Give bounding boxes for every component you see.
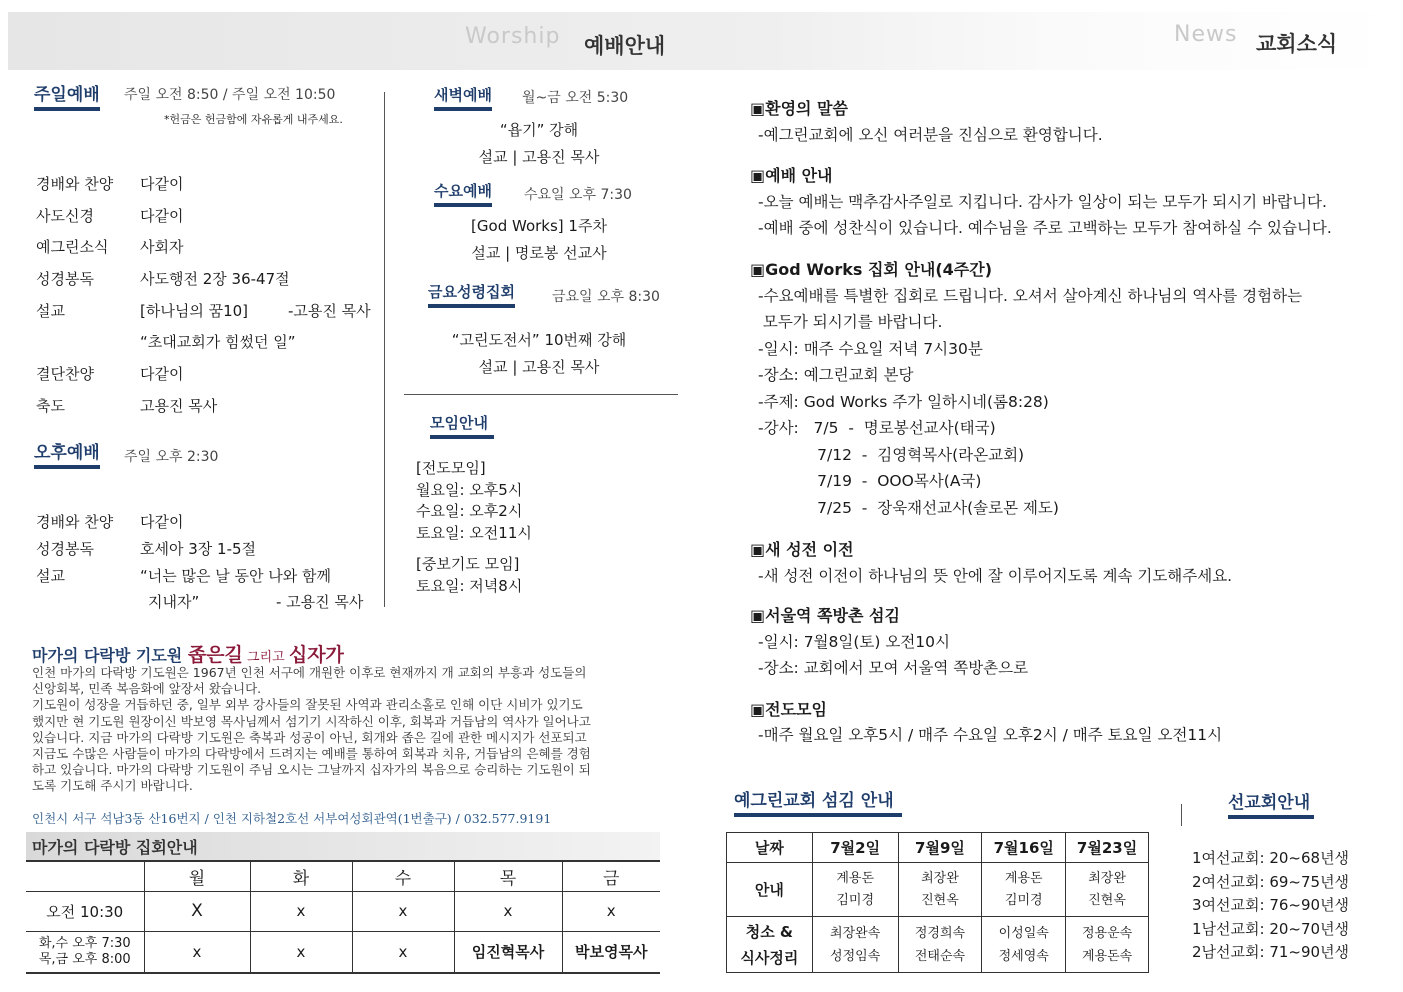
table-cell: x xyxy=(352,891,454,931)
afternoon-time: 주일 오후 2:30 xyxy=(124,449,219,465)
column-divider xyxy=(384,92,385,607)
order-label: 설교 xyxy=(36,567,65,585)
order-label: 결단찬양 xyxy=(36,365,94,383)
order-value: 사도행전 2장 36-47절 xyxy=(140,270,290,288)
news-line: -장소: 예그린교회 본당 xyxy=(758,366,914,384)
table-cell xyxy=(1066,863,1149,917)
body-line: 신앙회복, 민족 복음화에 앞장서 왔습니다. xyxy=(32,681,262,697)
order-label: 예그린소식 xyxy=(36,238,109,256)
day-header: 월 xyxy=(144,861,250,891)
table-cell xyxy=(812,917,898,973)
person: 진현옥 xyxy=(921,892,959,908)
news-heading: ▣새 성전 이전 xyxy=(750,540,854,559)
missions-title: 선교회안내 xyxy=(1228,788,1314,819)
body-line: 있습니다. 지금 마가의 다락방 기도원은 축복과 성공이 아닌, 회개와 좁은 길에 관한 메시지가 선포되고 xyxy=(32,729,587,745)
dawn-title: 새벽예배 xyxy=(434,84,492,111)
person: 최장완 xyxy=(921,870,959,886)
time-cell xyxy=(26,931,144,973)
table-header-row xyxy=(727,833,1149,863)
friday-title: 금요성령집회 xyxy=(428,281,515,308)
day-header: 금 xyxy=(562,861,660,891)
label-line: 식사정리 xyxy=(740,948,799,967)
dawn-series: “욥기” 강해 xyxy=(499,121,579,139)
header-cell: 날짜 xyxy=(727,833,813,863)
news-line: 모두가 되시기를 바랍니다. xyxy=(758,313,943,331)
friday-preacher: 설교 | 고용진 목사 xyxy=(478,358,600,376)
table-cell xyxy=(1066,917,1149,973)
person: 정경희속 xyxy=(914,925,966,941)
news-line: -매주 월요일 오후5시 / 매주 수요일 오후2시 / 매주 토요일 오전11시 xyxy=(758,726,1223,744)
body-line: 하고 있습니다. 마가의 다락방 기도원이 주님 오시는 그날까지 십자가의 복음으로 승리하는 기도원이 되 xyxy=(32,762,591,778)
order-value: 다같이 xyxy=(140,207,184,225)
news-line: -예그린교회에 오신 여러분을 진심으로 환영합니다. xyxy=(758,126,1103,144)
body-line: 기도원이 성장을 거듭하던 중, 일부 외부 강사들의 잘못된 사역과 관리소홀로 인해 이단 시비가 있기도 xyxy=(32,697,583,713)
meeting-line: 월요일: 오후5시 xyxy=(416,481,523,499)
day-header: 수 xyxy=(352,861,454,891)
table-cell: 박보영목사 xyxy=(562,931,660,973)
person: 이성일속 xyxy=(998,925,1049,941)
order-value: 다같이 xyxy=(140,365,184,383)
order-label: 경배와 찬양 xyxy=(36,175,114,193)
worship-en-title: Worship xyxy=(465,24,561,49)
mission-line: 2남선교회: 71~90년생 xyxy=(1192,943,1350,961)
wednesday-time: 수요일 오후 7:30 xyxy=(524,187,632,203)
news-line: -일시: 7월8일(토) 오전10시 xyxy=(758,633,950,651)
mission-line: 1남선교회: 20~70년생 xyxy=(1192,920,1350,938)
news-heading: ▣서울역 쪽방촌 섬김 xyxy=(750,606,900,625)
table-row xyxy=(26,931,660,973)
news-line: -오늘 예배는 맥추감사주일로 지킵니다. 감사가 일상이 되는 모두가 되시기 바랍니다. xyxy=(758,193,1327,211)
order-value: 다같이 xyxy=(140,513,184,531)
order-label: 설교 xyxy=(36,302,65,320)
table-header-row xyxy=(26,861,660,891)
table-cell xyxy=(982,863,1066,917)
table-cell: 임진혁목사 xyxy=(454,931,562,973)
person: 정세영속 xyxy=(998,948,1049,964)
person: 김미경 xyxy=(1004,892,1043,908)
person: 최장완 xyxy=(1088,870,1126,886)
news-heading: ▣전도모임 xyxy=(750,700,827,719)
wednesday-series: [God Works] 1주차 xyxy=(471,217,607,235)
table-cell xyxy=(898,863,982,917)
person: 정용운속 xyxy=(1081,925,1133,941)
day-header: 목 xyxy=(454,861,562,891)
news-line: 7/12 - 김영혁목사(라온교회) xyxy=(758,446,1025,464)
person: 진현옥 xyxy=(1088,892,1126,908)
time-line: 화,수 오후 7:30 xyxy=(38,935,131,951)
mission-line: 3여선교회: 76~90년생 xyxy=(1192,896,1350,914)
news-en-title: News xyxy=(1174,22,1238,47)
news-line: 7/19 - OOO목사(A국) xyxy=(758,472,982,490)
service-table xyxy=(726,832,1149,973)
prayer-house-address: 인천시 서구 석남3동 산16번지 / 인천 지하철2호선 서부여성회관역(1번출구) / 032.577.9191 xyxy=(32,811,552,826)
table-cell: X xyxy=(144,891,250,931)
person: 계용돈속 xyxy=(1081,948,1133,964)
news-line: -예배 중에 성찬식이 있습니다. 예수님을 주로 고백하는 모두가 참여하실 수 있습니다. xyxy=(758,219,1332,237)
wednesday-preacher: 설교 | 명로봉 선교사 xyxy=(471,244,607,262)
row-label: 안내 xyxy=(727,863,813,917)
sermon-title: “초대교회가 힘썼던 일” xyxy=(140,333,296,351)
row-label xyxy=(727,917,813,973)
time-cell: 오전 10:30 xyxy=(26,891,144,931)
table-cell: x xyxy=(562,891,660,931)
order-value: “너는 많은 날 동안 나와 함께 xyxy=(140,567,332,585)
order-label: 사도신경 xyxy=(36,207,94,225)
friday-series: “고린도전서” 10번째 강해 xyxy=(451,331,627,349)
table-cell xyxy=(898,917,982,973)
order-value: 사회자 xyxy=(140,238,184,256)
prayer-house-title xyxy=(32,640,344,667)
news-heading: ▣환영의 말씀 xyxy=(750,99,848,118)
label-line: 청소 & xyxy=(745,922,794,941)
person: 김미경 xyxy=(836,892,875,908)
cross: 십자가 xyxy=(288,644,344,666)
news-line: -주제: God Works 주가 일하시네(롬8:28) xyxy=(758,393,1049,411)
mission-line: 1여선교회: 20~68년생 xyxy=(1192,849,1350,867)
news-line: -장소: 교회에서 모여 서울역 쪽방촌으로 xyxy=(758,659,1029,677)
table-cell: x xyxy=(250,931,352,973)
body-line: 도록 기도해 주시기 바랍니다. xyxy=(32,778,193,794)
section-divider xyxy=(404,394,678,395)
table-row xyxy=(26,891,660,931)
table-row xyxy=(727,863,1149,917)
header-cell: 7월23일 xyxy=(1066,833,1149,863)
dawn-time: 월~금 오전 5:30 xyxy=(522,90,629,106)
table-cell: x xyxy=(144,931,250,973)
person: 최장완속 xyxy=(830,925,881,941)
body-line: 인천 마가의 다락방 기도원은 1967년 인천 서구에 개원한 이후로 현재까지 개 교회의 부흥과 성도들의 xyxy=(32,665,587,680)
table-cell xyxy=(812,863,898,917)
sunday-title: 주일예배 xyxy=(34,80,100,111)
sermon-title-cont: 지내자” xyxy=(148,593,200,611)
table-row xyxy=(727,917,1149,973)
table-cell: x xyxy=(250,891,352,931)
afternoon-title: 오후예배 xyxy=(34,438,100,469)
meeting-line: [전도모임] xyxy=(416,459,486,477)
service-title: 예그린교회 섬김 안내 xyxy=(734,786,902,817)
order-label: 경배와 찬양 xyxy=(36,513,114,531)
dawn-preacher: 설교 | 고용진 목사 xyxy=(478,148,600,166)
header-cell: 7월9일 xyxy=(898,833,982,863)
news-heading: ▣예배 안내 xyxy=(750,166,833,185)
gathering-title: 마가의 다락방 집회안내 xyxy=(32,838,198,857)
person: 성정임속 xyxy=(830,948,881,964)
order-label: 성경봉독 xyxy=(36,270,94,288)
preacher: -고용진 목사 xyxy=(288,302,371,320)
table-cell: x xyxy=(454,891,562,931)
person: 계용돈 xyxy=(1004,870,1043,886)
order-label: 축도 xyxy=(36,397,65,415)
table-cell xyxy=(982,917,1066,973)
empty-cell xyxy=(26,861,144,891)
time-line: 목,금 오후 8:00 xyxy=(38,951,131,967)
worship-ko-title: 예배안내 xyxy=(584,34,666,58)
news-line: 7/25 - 장욱재선교사(솔로몬 제도) xyxy=(758,499,1059,517)
person: 계용돈 xyxy=(836,870,875,886)
meeting-line: 토요일: 저녁8시 xyxy=(416,577,523,595)
mission-line: 2여선교회: 69~75년생 xyxy=(1192,873,1350,891)
day-header: 화 xyxy=(250,861,352,891)
order-label: 성경봉독 xyxy=(36,540,94,558)
news-ko-title: 교회소식 xyxy=(1256,32,1338,56)
body-line: 지금도 수많은 사람들이 마가의 다락방에서 드려지는 예배를 통하여 회복과 치유, 거듭남의 은혜를 경험 xyxy=(32,746,591,762)
news-line: -일시: 매주 수요일 저녁 7시30분 xyxy=(758,340,983,358)
wednesday-title: 수요예배 xyxy=(434,180,492,207)
order-value: 호세아 3장 1-5절 xyxy=(140,540,257,558)
friday-time: 금요일 오후 8:30 xyxy=(552,289,660,305)
meetings-title: 모임안내 xyxy=(430,412,494,439)
news-line: -수요예배를 특별한 집회로 드립니다. 오셔서 살아계신 하나님의 역사를 경험하는 xyxy=(758,287,1303,305)
person: 전태순속 xyxy=(914,948,966,964)
sunday-time: 주일 오전 8:50 / 주일 오전 10:50 xyxy=(124,87,336,103)
and-word: 그리고 xyxy=(242,650,289,665)
news-line: -새 성전 이전이 하나님의 뜻 안에 잘 이루어지도록 계속 기도해주세요. xyxy=(758,567,1233,585)
meeting-line: 수요일: 오후2시 xyxy=(416,502,523,520)
news-line: -강사: 7/5 - 명로봉선교사(태국) xyxy=(758,419,996,437)
meeting-line: [중보기도 모임] xyxy=(416,555,520,573)
narrow-path: 좁은길 xyxy=(187,644,243,666)
header-cell: 7월16일 xyxy=(982,833,1066,863)
table-cell: x xyxy=(352,931,454,973)
header-cell: 7월2일 xyxy=(812,833,898,863)
order-value: 고용진 목사 xyxy=(140,397,218,415)
offering-note: *헌금은 헌금함에 자유롭게 내주세요. xyxy=(164,113,343,126)
prayer-house-body xyxy=(32,665,591,795)
order-value: [하나님의 꿈10] xyxy=(140,302,249,320)
prayer-house-name: 마가의 다락방 기도원 xyxy=(32,646,188,665)
missions-divider xyxy=(1181,804,1182,826)
news-heading: ▣God Works 집회 안내(4주간) xyxy=(750,260,993,279)
order-value: 다같이 xyxy=(140,175,184,193)
body-line: 했지만 현 기도원 원장이신 박보영 목사님께서 섬기기 시작하신 이후, 회복과 거듭남의 역사가 일어나고 xyxy=(32,713,591,729)
gathering-table xyxy=(26,860,660,974)
meeting-line: 토요일: 오전11시 xyxy=(416,524,532,542)
preacher: - 고용진 목사 xyxy=(276,593,364,611)
